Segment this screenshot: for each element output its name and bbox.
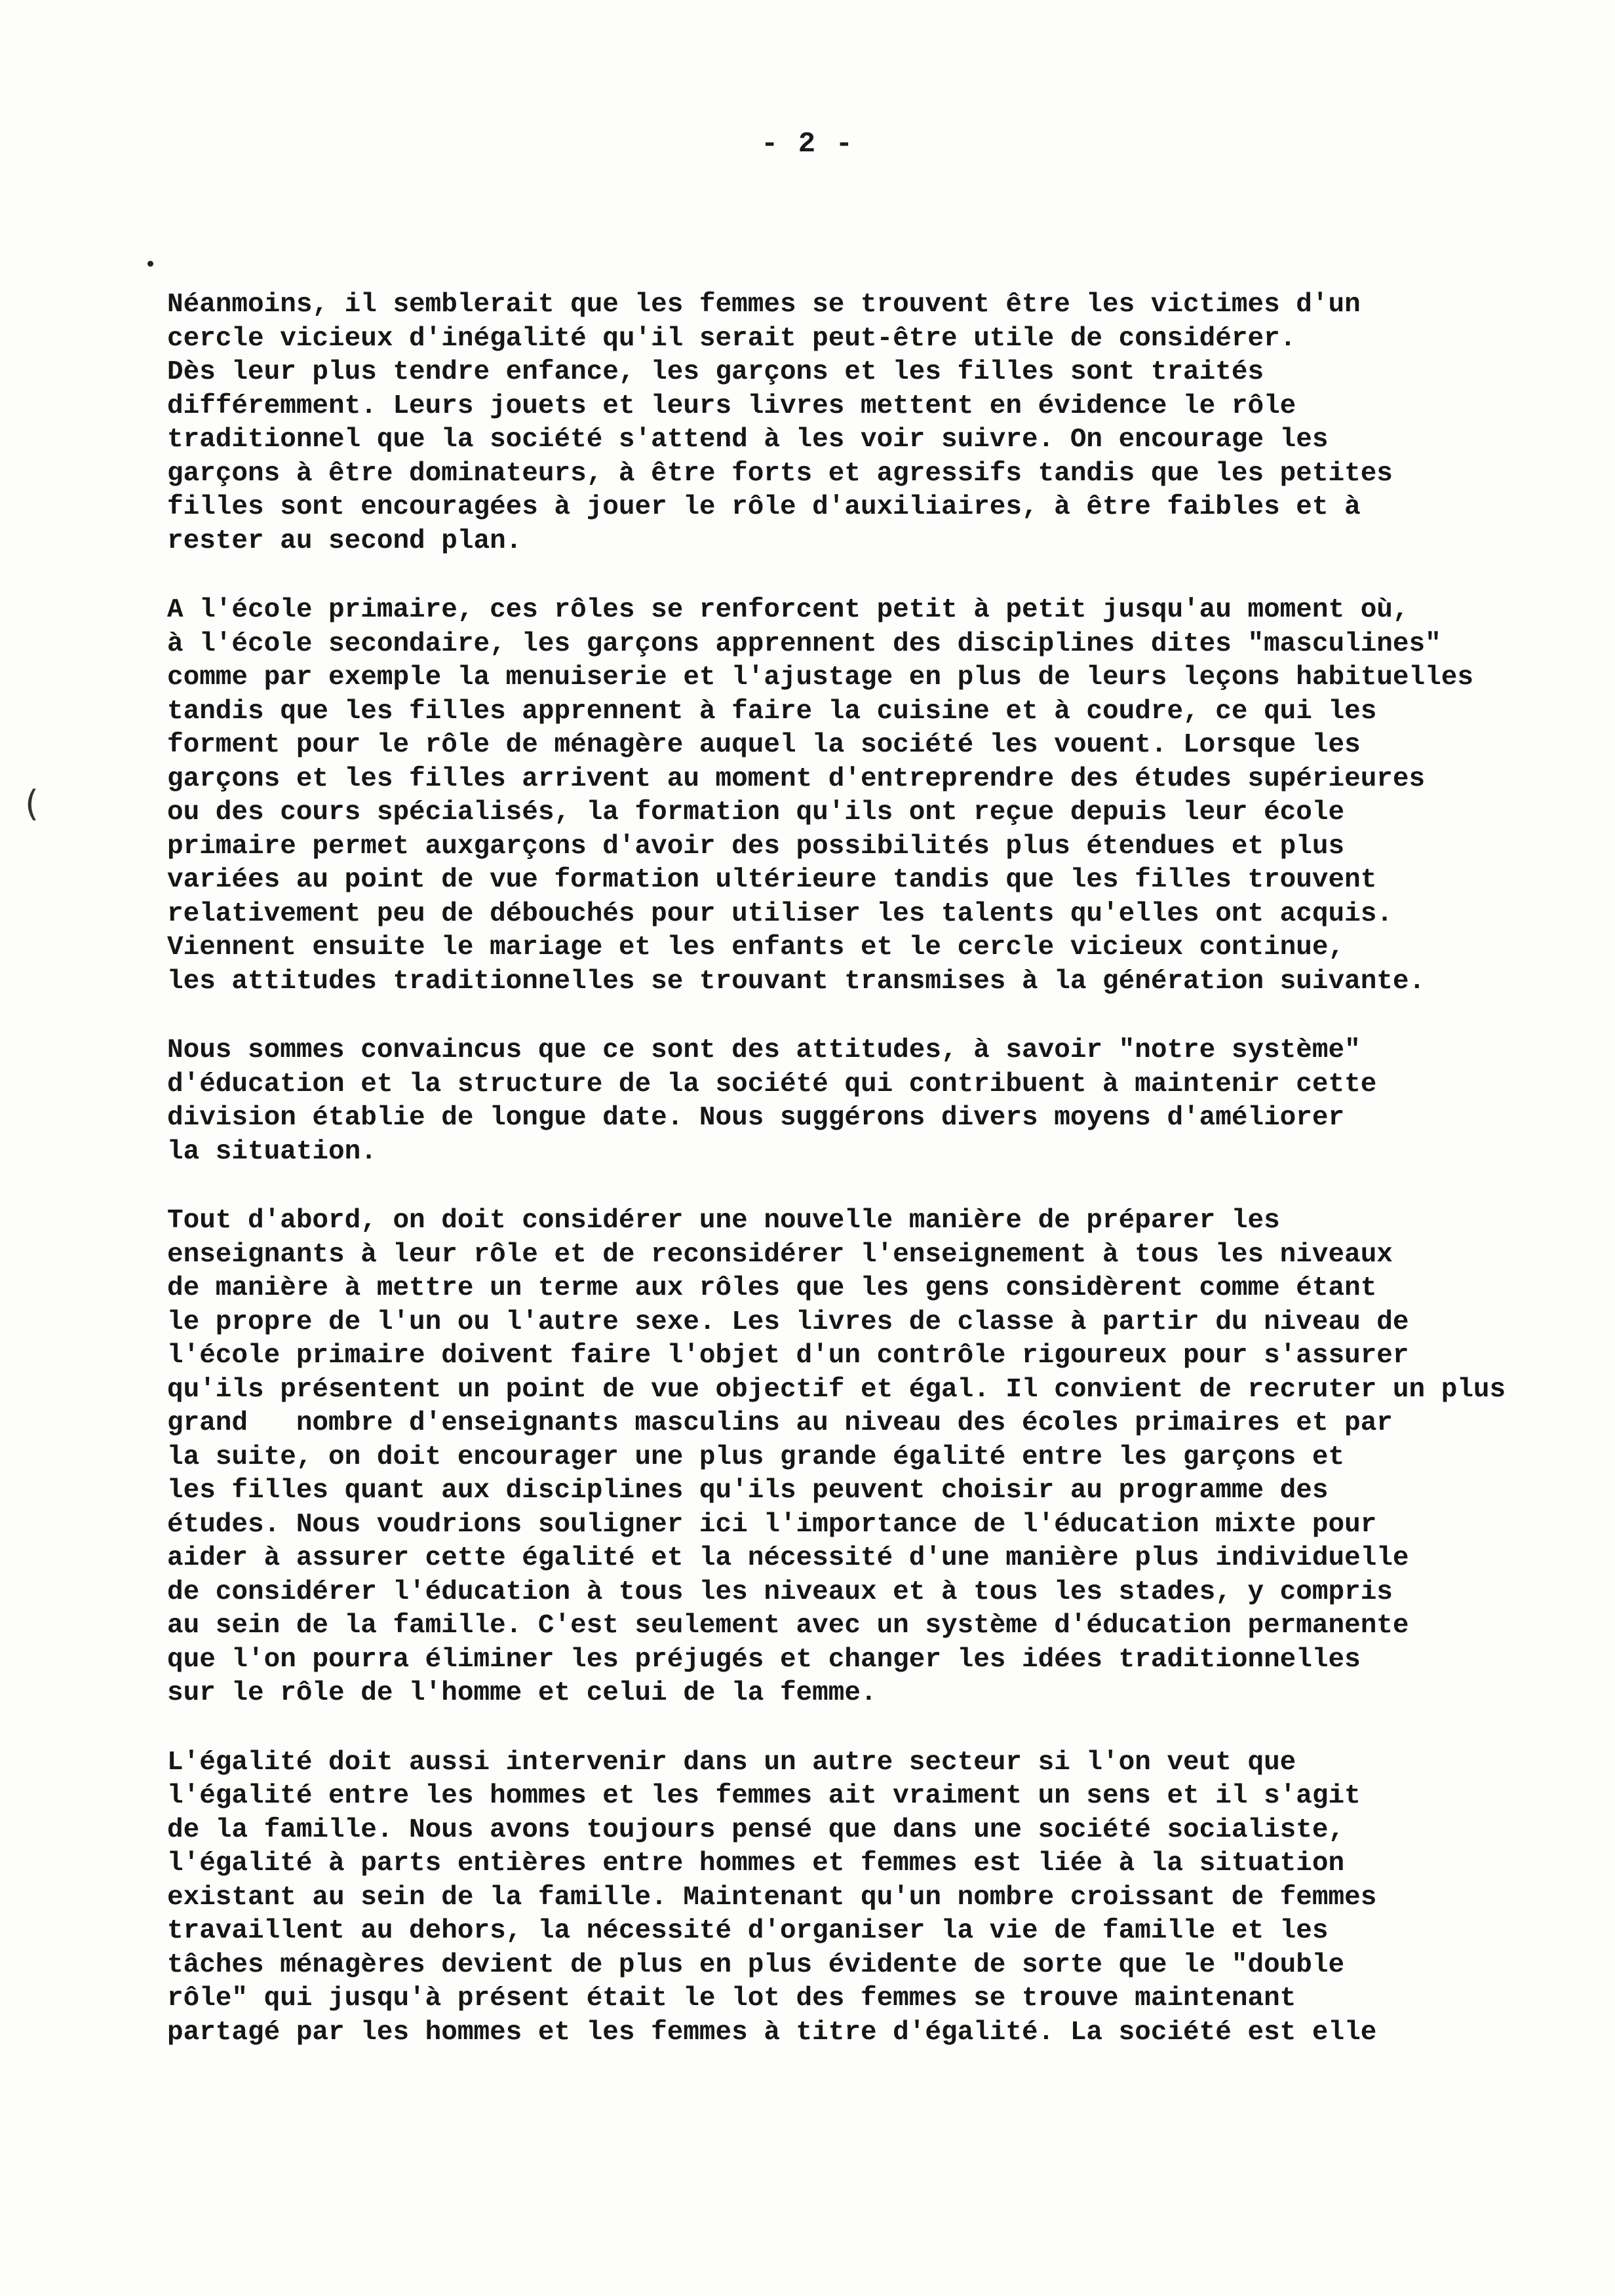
text-line: Néanmoins, il semblerait que les femmes se trouvent être les victimes d'un — [167, 290, 1361, 320]
margin-paren-mark: ( — [25, 783, 39, 824]
text-line: aider à assurer cette égalité et la nécessité d'une manière plus individuelle — [167, 1543, 1409, 1573]
document-body — [167, 288, 1524, 2085]
text-line: cercle vicieux d'inégalité qu'il serait peut-être utile de considérer. — [167, 323, 1296, 354]
text-line: A l'école primaire, ces rôles se renforcent petit à petit jusqu'au moment où, — [167, 595, 1409, 625]
text-line: de considérer l'éducation à tous les niveaux et à tous les stades, y compris — [167, 1577, 1393, 1607]
text-line: Tout d'abord, on doit considérer une nouvelle manière de préparer les — [167, 1206, 1280, 1236]
text-line: l'école primaire doivent faire l'objet d'un contrôle rigoureux pour s'assurer — [167, 1341, 1409, 1371]
text-line: variées au point de vue formation ultérieure tandis que les filles trouvent — [167, 865, 1377, 895]
text-line: forment pour le rôle de ménagère auquel la société les vouent. Lorsque les — [167, 730, 1361, 760]
paragraph-2 — [167, 594, 1524, 999]
text-line: le propre de l'un ou l'autre sexe. Les livres de classe à partir du niveau de — [167, 1307, 1409, 1337]
text-line: Viennent ensuite le mariage et les enfants et le cercle vicieux continue, — [167, 932, 1345, 963]
text-line: existant au sein de la famille. Maintenant qu'un nombre croissant de femmes — [167, 1882, 1377, 1913]
text-line: sur le rôle de l'homme et celui de la femme. — [167, 1678, 877, 1708]
text-line: Nous sommes convaincus que ce sont des attitudes, à savoir "notre système" — [167, 1035, 1361, 1065]
text-line: d'éducation et la structure de la société qui contribuent à maintenir cette — [167, 1069, 1377, 1100]
text-line: tâches ménagères devient de plus en plus évidente de sorte que le "double — [167, 1949, 1345, 1980]
text-line: ou des cours spécialisés, la formation qu'ils ont reçue depuis leur école — [167, 797, 1345, 828]
text-line: grand nombre d'enseignants masculins au niveau des écoles primaires et par — [167, 1408, 1393, 1438]
text-line: tandis que les filles apprennent à faire la cuisine et à coudre, ce qui les — [167, 696, 1377, 727]
text-line: au sein de la famille. C'est seulement avec un système d'éducation permanente — [167, 1611, 1409, 1641]
page-number: - 2 - — [760, 128, 855, 161]
text-line: garçons et les filles arrivent au moment d'entreprendre des études supérieures — [167, 763, 1426, 794]
paragraph-3 — [167, 1034, 1524, 1169]
text-line: primaire permet auxgarçons d'avoir des possibilités plus étendues et plus — [167, 831, 1345, 862]
text-line: enseignants à leur rôle et de reconsidérer l'enseignement à tous les niveaux — [167, 1239, 1393, 1270]
text-line: rester au second plan. — [167, 526, 522, 556]
text-line: qu'ils présentent un point de vue objectif et égal. Il convient de recruter un plus — [167, 1374, 1506, 1405]
text-line: différemment. Leurs jouets et leurs livres mettent en évidence le rôle — [167, 391, 1296, 421]
text-line: garçons à être dominateurs, à être forts et agressifs tandis que les petites — [167, 458, 1393, 489]
text-line: la situation. — [167, 1136, 377, 1167]
paragraph-4 — [167, 1204, 1524, 1711]
paragraph-5 — [167, 1746, 1524, 2050]
text-line: filles sont encouragées à jouer le rôle d'auxiliaires, à être faibles et à — [167, 492, 1361, 522]
text-line: de la famille. Nous avons toujours pensé que dans une société socialiste, — [167, 1814, 1345, 1845]
text-line: division établie de longue date. Nous suggérons divers moyens d'améliorer — [167, 1103, 1345, 1133]
margin-dot-mark — [147, 261, 153, 267]
text-line: comme par exemple la menuiserie et l'ajustage en plus de leurs leçons habituelles — [167, 662, 1473, 693]
text-line: partagé par les hommes et les femmes à titre d'égalité. La société est elle — [167, 2017, 1377, 2048]
text-line: à l'école secondaire, les garçons apprennent des disciplines dites "masculines" — [167, 628, 1441, 659]
text-line: l'égalité à parts entières entre hommes et femmes est liée à la situation — [167, 1848, 1345, 1879]
text-line: les filles quant aux disciplines qu'ils peuvent choisir au programme des — [167, 1476, 1329, 1506]
text-line: études. Nous voudrions souligner ici l'importance de l'éducation mixte pour — [167, 1509, 1377, 1540]
text-line: travaillent au dehors, la nécessité d'organiser la vie de famille et les — [167, 1916, 1329, 1946]
text-line: L'égalité doit aussi intervenir dans un autre secteur si l'on veut que — [167, 1747, 1296, 1778]
text-line: traditionnel que la société s'attend à les voir suivre. On encourage les — [167, 425, 1329, 455]
text-line: Dès leur plus tendre enfance, les garçons et les filles sont traités — [167, 357, 1264, 387]
paragraph-1 — [167, 288, 1524, 558]
text-line: la suite, on doit encourager une plus grande égalité entre les garçons et — [167, 1442, 1345, 1472]
text-line: l'égalité entre les hommes et les femmes ait vraiment un sens et il s'agit — [167, 1781, 1361, 1811]
text-line: que l'on pourra éliminer les préjugés et changer les idées traditionnelles — [167, 1644, 1361, 1675]
text-line: relativement peu de débouchés pour utiliser les talents qu'elles ont acquis. — [167, 898, 1393, 929]
text-line: rôle" qui jusqu'à présent était le lot des femmes se trouve maintenant — [167, 1983, 1296, 2014]
text-line: de manière à mettre un terme aux rôles que les gens considèrent comme étant — [167, 1273, 1377, 1303]
text-line: les attitudes traditionnelles se trouvant transmises à la génération suivante. — [167, 966, 1426, 997]
